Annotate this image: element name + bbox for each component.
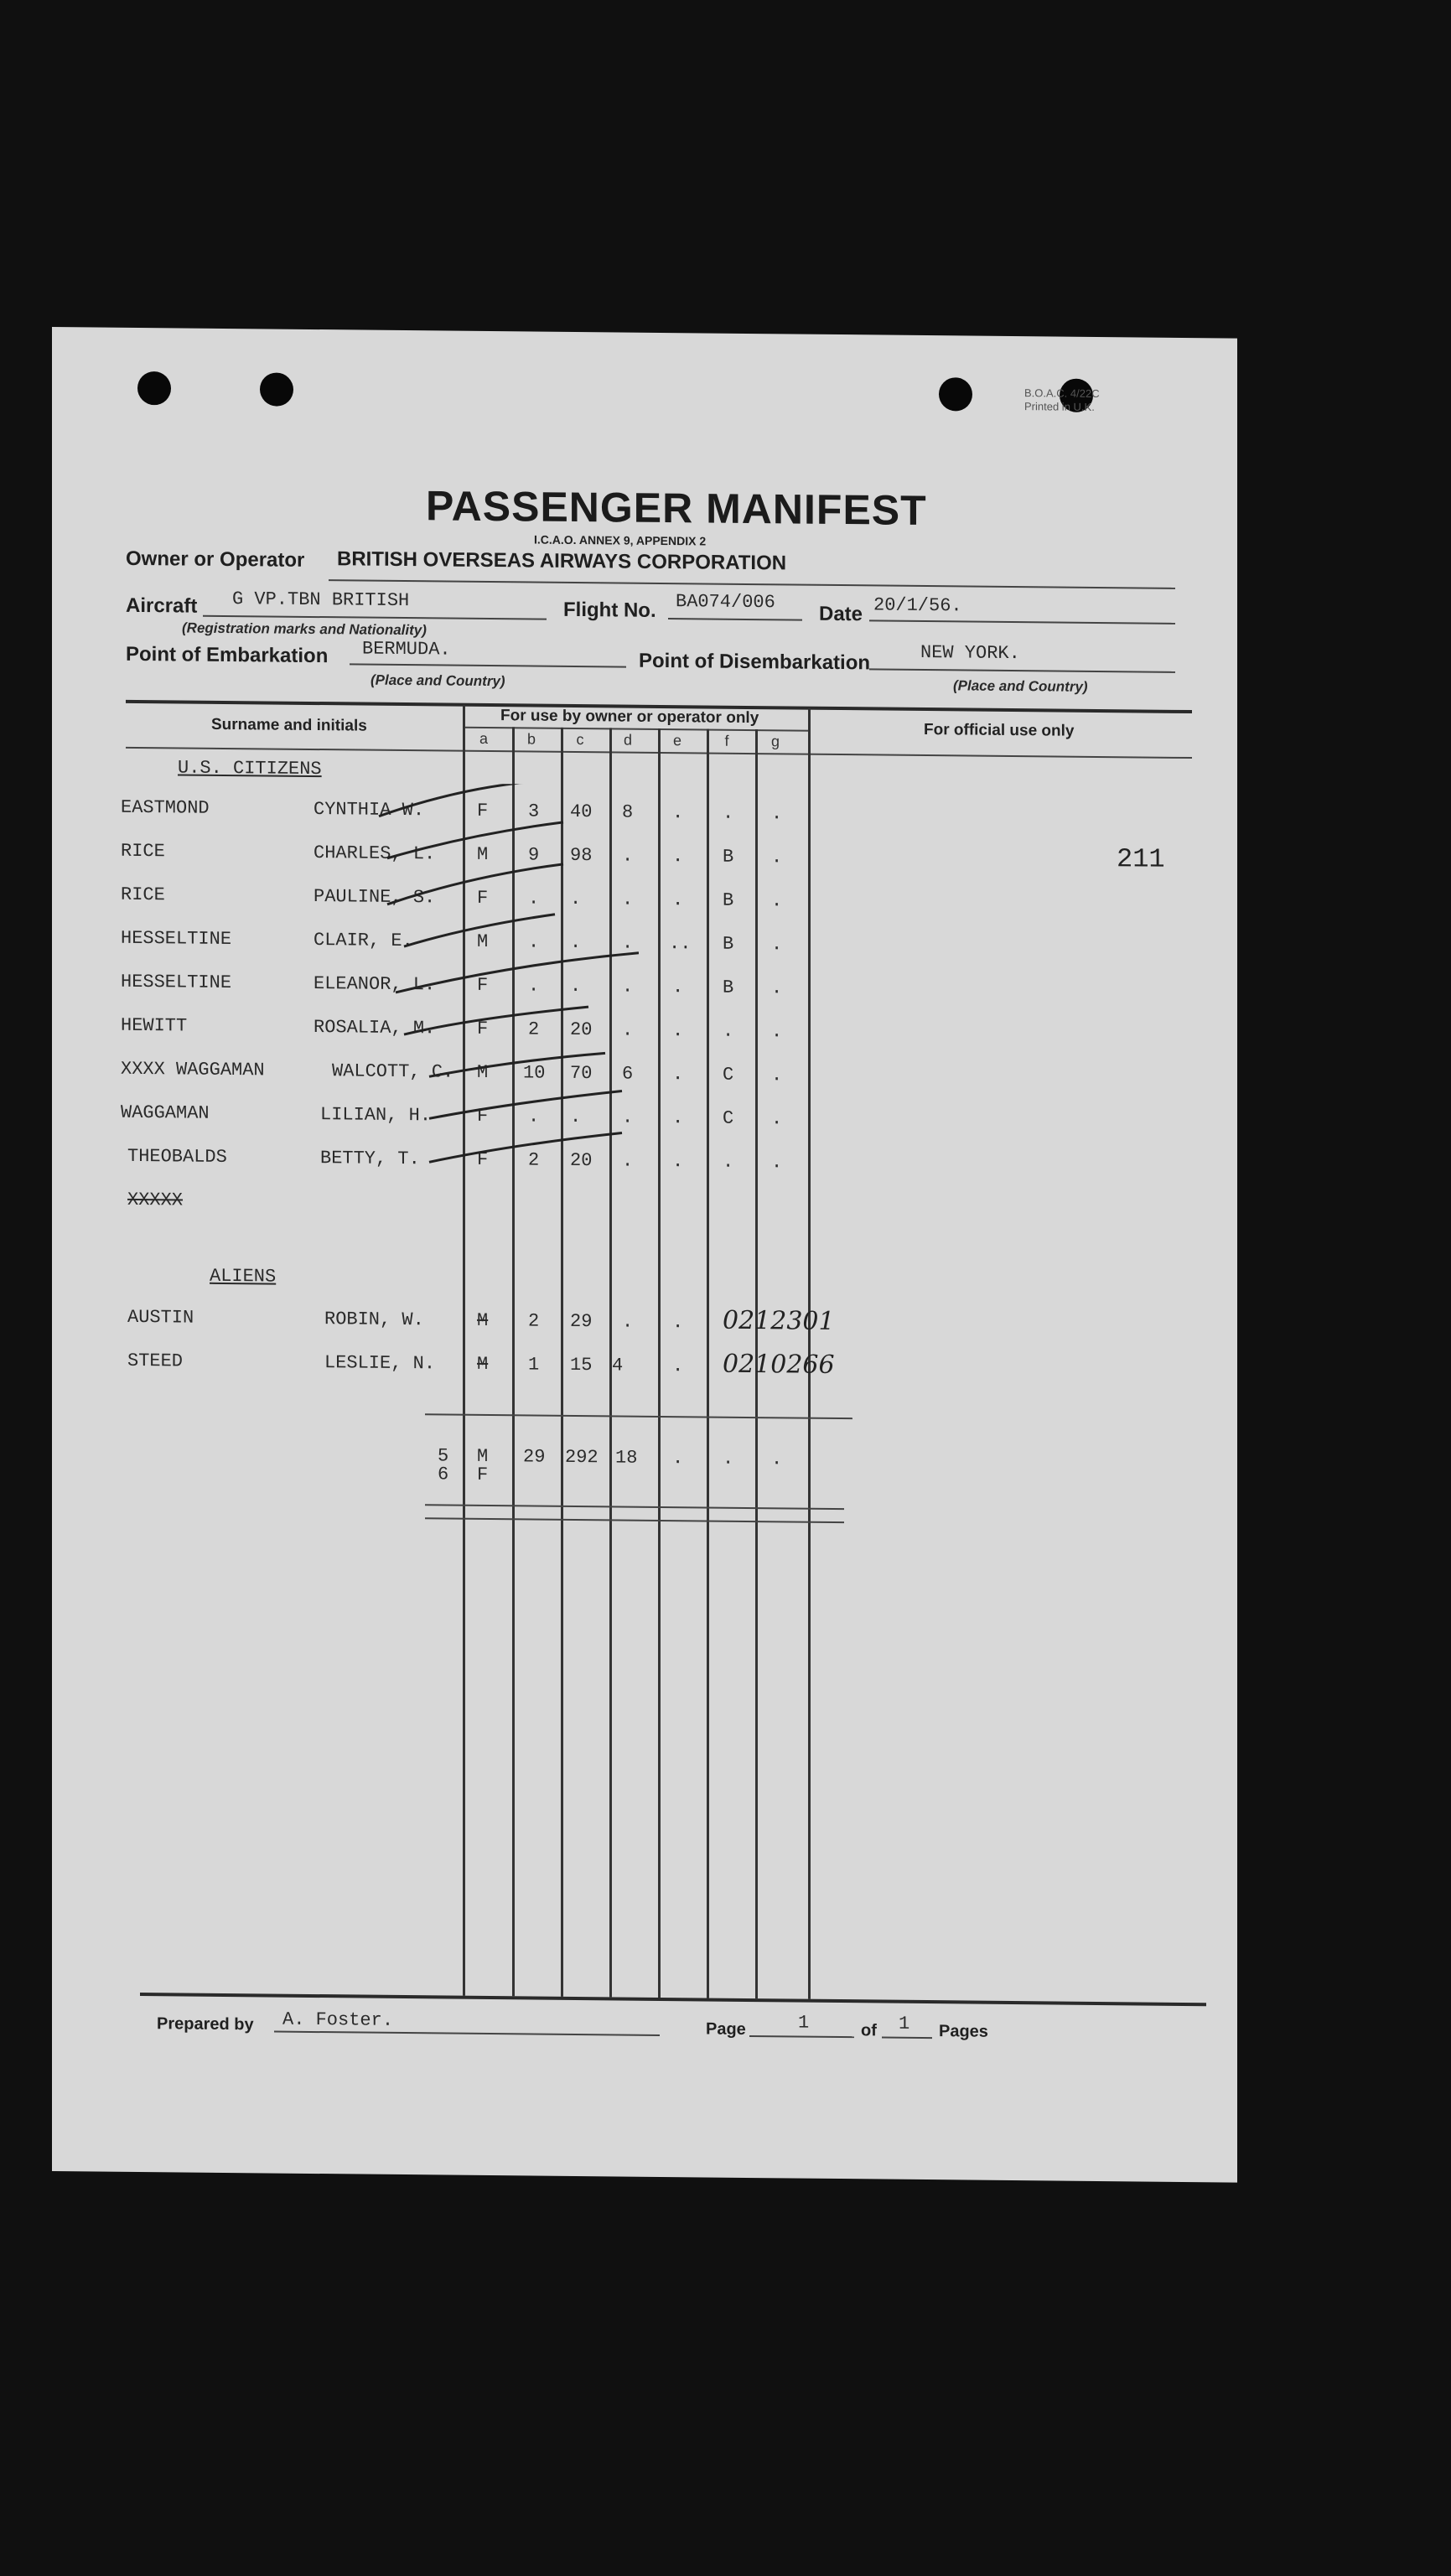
cell-c: 70 xyxy=(570,1062,593,1085)
struck-entry: XXXXX xyxy=(127,1189,184,1211)
cell-c: 98 xyxy=(570,844,593,867)
cell-e: . xyxy=(672,1064,684,1086)
cell-b: 10 xyxy=(523,1062,546,1084)
cell-a: M xyxy=(477,930,489,952)
surname: HEWITT xyxy=(121,1014,188,1037)
cell-f: B xyxy=(723,977,734,998)
totals-top-rule xyxy=(425,1413,852,1419)
cell-b: . xyxy=(528,1106,540,1127)
cell-f: . xyxy=(723,1151,734,1173)
of-value: 1 xyxy=(899,2013,910,2034)
cell-c: 15 xyxy=(570,1354,593,1376)
col-divider xyxy=(707,728,709,1998)
cell-e: . xyxy=(672,1355,684,1377)
cell-d: 8 xyxy=(622,801,634,823)
check-stroke xyxy=(396,951,639,998)
check-stroke xyxy=(429,1131,622,1164)
surname: HESSELTINE xyxy=(121,971,232,994)
rule xyxy=(869,619,1175,625)
check-stroke xyxy=(429,1089,622,1120)
totals-bottom-rule xyxy=(425,1517,844,1523)
disembarkation-value: NEW YORK. xyxy=(920,641,1020,665)
cell-b: 1 xyxy=(528,1354,540,1376)
total-d: 18 xyxy=(615,1447,638,1469)
cell-d: . xyxy=(622,976,634,998)
initials: WALCOTT, C. xyxy=(332,1060,454,1083)
owner-label: Owner or Operator xyxy=(126,547,305,572)
cell-d: . xyxy=(622,1107,634,1128)
cell-d: . xyxy=(622,889,634,910)
initials: BETTY, T. xyxy=(320,1148,420,1170)
cell-f: . xyxy=(723,1020,734,1042)
cell-a: F xyxy=(477,974,489,996)
cell-a: F xyxy=(477,1018,489,1039)
embarkation-label: Point of Embarkation xyxy=(126,642,329,668)
page-label: Page xyxy=(706,2019,746,2039)
total-a-f: F xyxy=(477,1464,489,1485)
col-official-header: For official use only xyxy=(924,720,1075,740)
cell-b: . xyxy=(528,888,540,910)
cell-e: . xyxy=(672,1020,684,1042)
rule xyxy=(329,579,1175,589)
aircraft-label: Aircraft xyxy=(126,593,198,618)
cell-b: . xyxy=(528,975,540,997)
cell-f: B xyxy=(723,846,734,868)
embarkation-note: (Place and Country) xyxy=(371,671,505,690)
cell-g: . xyxy=(771,1021,783,1043)
cell-d: . xyxy=(622,1311,634,1333)
page-value: 1 xyxy=(798,2012,810,2034)
punch-hole xyxy=(939,377,972,411)
initials: PAULINE, S. xyxy=(314,885,436,909)
cell-g: . xyxy=(771,977,783,999)
cell-g: . xyxy=(771,1065,783,1086)
col-letter-c: c xyxy=(576,731,584,749)
rule xyxy=(203,615,547,620)
total-count-f: 6 xyxy=(438,1464,449,1485)
cell-d: 6 xyxy=(622,1063,634,1085)
check-stroke xyxy=(387,863,563,906)
check-stroke xyxy=(404,1005,588,1036)
col-letter-d: d xyxy=(623,731,632,749)
date-label: Date xyxy=(819,602,863,626)
surname: HESSELTINE xyxy=(121,927,232,951)
col-letter-e: e xyxy=(672,732,681,749)
flight-label: Flight No. xyxy=(563,598,656,622)
handwritten-number: 0212301 xyxy=(723,1305,835,1336)
rule xyxy=(749,2035,854,2038)
cell-e: . xyxy=(672,846,684,868)
cell-c: 20 xyxy=(570,1149,593,1172)
surname: WAGGAMAN xyxy=(121,1101,210,1124)
embarkation-value: BERMUDA. xyxy=(362,638,451,661)
punch-hole xyxy=(260,372,293,406)
cell-e: . xyxy=(672,1107,684,1129)
initials: ROBIN, W. xyxy=(324,1309,424,1331)
initials: LESLIE, N. xyxy=(324,1352,436,1375)
initials: CHARLES, L. xyxy=(314,842,436,865)
total-e: . xyxy=(672,1448,684,1469)
cell-f: B xyxy=(723,933,734,955)
cell-e: . xyxy=(672,889,684,911)
cell-a: F xyxy=(477,1148,489,1170)
punch-hole xyxy=(137,371,171,405)
initials: LILIAN, H. xyxy=(320,1104,432,1127)
rule xyxy=(882,2037,932,2040)
cell-b: . xyxy=(528,931,540,953)
handwritten-number: 0210266 xyxy=(723,1349,835,1380)
cell-e: . xyxy=(672,802,684,824)
check-stroke xyxy=(387,821,563,860)
rule xyxy=(869,668,1175,673)
cell-a: M xyxy=(477,843,489,865)
cell-c: 40 xyxy=(570,801,593,823)
check-stroke xyxy=(404,913,555,948)
cell-c: 29 xyxy=(570,1310,593,1333)
cell-c: . xyxy=(570,975,582,998)
page-subtitle: I.C.A.O. ANNEX 9, APPENDIX 2 xyxy=(534,532,707,548)
manifest-paper xyxy=(52,327,1237,2183)
cell-c: . xyxy=(570,931,582,954)
surname: EASTMOND xyxy=(121,796,210,819)
cell-e: .. xyxy=(669,933,692,955)
cell-g: . xyxy=(771,803,783,825)
cell-g: . xyxy=(771,934,783,956)
cell-b: 3 xyxy=(528,801,540,822)
cell-d: . xyxy=(622,932,634,954)
cell-b: 2 xyxy=(528,1310,540,1332)
cell-f: C xyxy=(723,1064,734,1086)
cell-a: F xyxy=(477,1105,489,1127)
surname: STEED xyxy=(127,1350,184,1372)
rule xyxy=(668,618,802,621)
cell-d: . xyxy=(622,1150,634,1172)
cell-a: M xyxy=(477,1309,489,1331)
col-letter-a: a xyxy=(479,729,488,747)
cell-c: . xyxy=(570,888,582,910)
rule xyxy=(274,2031,660,2036)
prepared-by-value: A. Foster. xyxy=(282,2008,394,2031)
cell-a: M xyxy=(477,1353,489,1375)
totals-bottom-rule xyxy=(425,1504,844,1510)
surname: RICE xyxy=(121,840,165,863)
total-f: . xyxy=(723,1448,734,1469)
total-c: 292 xyxy=(565,1446,599,1469)
form-code: B.O.A.C. 4/22C Printed in U.K. xyxy=(1024,386,1100,413)
total-a-m: M xyxy=(477,1445,489,1467)
col-letter-g: g xyxy=(770,733,780,750)
surname: AUSTIN xyxy=(127,1306,194,1329)
cell-e: . xyxy=(672,1151,684,1173)
check-stroke xyxy=(429,1051,605,1078)
initials: CYNTHIA W. xyxy=(314,798,425,822)
surname: RICE xyxy=(121,884,165,906)
section-us-citizens: U.S. CITIZENS xyxy=(178,757,322,780)
col-divider xyxy=(658,728,661,1998)
section-aliens: ALIENS xyxy=(210,1265,277,1288)
page-title: PASSENGER MANIFEST xyxy=(426,482,927,535)
cell-c: 20 xyxy=(570,1018,593,1041)
cell-b: 2 xyxy=(528,1149,540,1171)
of-label: of xyxy=(861,2021,877,2040)
cell-f: B xyxy=(723,889,734,911)
initials: ROSALIA, M. xyxy=(314,1016,436,1039)
cell-g: . xyxy=(771,1152,783,1174)
total-b: 29 xyxy=(523,1446,546,1468)
rule xyxy=(350,663,626,667)
cell-d: 4 xyxy=(612,1355,624,1376)
disembarkation-note: (Place and Country) xyxy=(953,677,1088,695)
check-marks xyxy=(303,782,639,1188)
cell-b: 9 xyxy=(528,844,540,866)
col-letter-b: b xyxy=(526,730,536,748)
col-owner-header: For use by owner or operator only xyxy=(500,707,759,728)
cell-f: C xyxy=(723,1107,734,1129)
owner-value: BRITISH OVERSEAS AIRWAYS CORPORATION xyxy=(337,547,787,575)
cell-a: F xyxy=(477,887,489,909)
cell-a: F xyxy=(477,800,489,822)
aircraft-value: G VP.TBN BRITISH xyxy=(232,588,410,612)
official-number: 211 xyxy=(1117,843,1165,875)
cell-c: . xyxy=(570,1106,582,1128)
date-value: 20/1/56. xyxy=(873,594,962,617)
cell-d: . xyxy=(622,845,634,867)
check-stroke xyxy=(379,782,555,818)
flight-value: BA074/006 xyxy=(676,591,775,614)
aircraft-note: (Registration marks and Nationality) xyxy=(182,619,427,639)
col-letter-f: f xyxy=(724,732,729,749)
cell-a: M xyxy=(477,1061,489,1083)
pages-label: Pages xyxy=(939,2022,988,2041)
surname: XXXX WAGGAMAN xyxy=(121,1058,265,1081)
surname: THEOBALDS xyxy=(127,1145,227,1169)
cell-g: . xyxy=(771,1108,783,1130)
footer-rule xyxy=(140,1993,1206,2006)
cell-e: . xyxy=(672,977,684,998)
cell-g: . xyxy=(771,890,783,912)
prepared-by-label: Prepared by xyxy=(157,2014,254,2034)
cell-d: . xyxy=(622,1019,634,1041)
cell-b: 2 xyxy=(528,1018,540,1040)
cell-f: . xyxy=(723,802,734,824)
cell-g: . xyxy=(771,847,783,868)
total-g: . xyxy=(771,1449,783,1470)
initials: CLAIR, E. xyxy=(314,929,413,952)
total-count-m: 5 xyxy=(438,1445,449,1467)
cell-e: . xyxy=(672,1312,684,1334)
col-surname-header: Surname and initials xyxy=(211,715,367,735)
disembarkation-label: Point of Disembarkation xyxy=(639,649,871,675)
initials: ELEANOR, L. xyxy=(314,972,436,996)
